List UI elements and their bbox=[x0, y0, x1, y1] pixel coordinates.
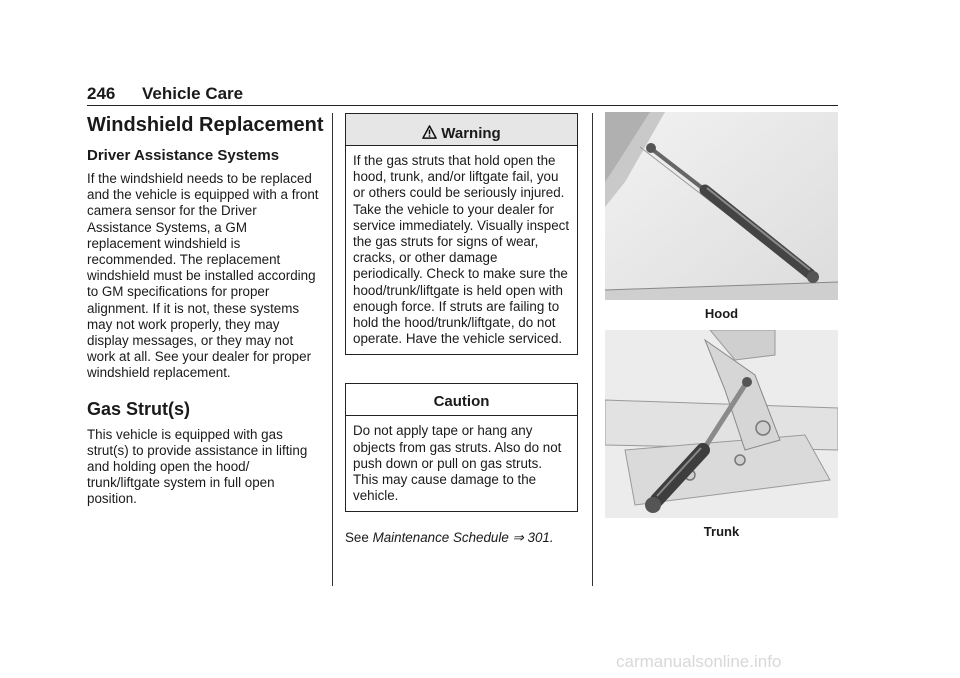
warning-body: If the gas struts that hold open the hood, trunk, and/or liftgate fail, you or others could be seriously injured. Take the vehicle to your dealer for service immediately. Visually inspect the gas struts for signs of wear, cracks, or other damage periodically. Check to make sure the hood/trunk/liftgate is held open with enough force. If struts are failing to hold the hood/trunk/liftgate, do not operate. Have the vehicle serviced. bbox=[353, 153, 570, 347]
maintenance-schedule-link[interactable]: Maintenance Schedule bbox=[372, 530, 509, 546]
trunk-strut-illustration bbox=[605, 330, 838, 518]
page-header bbox=[87, 84, 243, 104]
left-column bbox=[87, 113, 324, 508]
middle-column bbox=[345, 113, 578, 546]
header-rule bbox=[87, 105, 838, 106]
caution-body: Do not apply tape or hang any objects from gas struts. Also do not push down or pull on gas struts. This may cause damage to the vehicle. bbox=[353, 423, 562, 504]
warning-triangle-icon bbox=[422, 116, 437, 156]
driver-assistance-heading: Driver Assistance Systems bbox=[87, 147, 280, 164]
caution-box bbox=[345, 383, 578, 512]
see-prefix: See bbox=[345, 530, 369, 546]
column-divider-left bbox=[332, 113, 333, 586]
page-ref: 301. bbox=[527, 530, 554, 546]
right-column bbox=[605, 112, 838, 539]
caution-title: Caution bbox=[346, 384, 577, 416]
hood-caption: Hood bbox=[704, 306, 739, 321]
hood-strut-illustration bbox=[605, 112, 838, 300]
warning-header bbox=[346, 114, 577, 146]
see-also-line bbox=[345, 530, 578, 546]
warning-title: Warning bbox=[441, 125, 501, 142]
trunk-caption: Trunk bbox=[703, 524, 740, 539]
column-divider-right bbox=[592, 113, 593, 586]
gas-strut-body: This vehicle is equipped with gas strut(s) to provide assistance in lifting and holding open the hood/ trunk/liftgate system in full open position. bbox=[87, 426, 308, 507]
windshield-body: If the windshield needs to be replaced and the vehicle is equipped with a front camera sensor for the Driver Assistance Systems, a GM replacement windshield is recommended. The replacement windshield must be installed according to GM specifications for proper alignment. If it is not, these systems may not work properly, they may display messages, or they may not work at all. See your dealer for proper windshield replacement. bbox=[87, 171, 319, 381]
section-title: Vehicle Care bbox=[142, 84, 244, 103]
page-number: 246 bbox=[87, 84, 116, 103]
gas-strut-heading: Gas Strut(s) bbox=[87, 398, 191, 419]
watermark: carmanualsonline.info bbox=[616, 652, 782, 671]
page-ref-arrow-icon: ⇒ bbox=[512, 530, 524, 546]
warning-box bbox=[345, 113, 578, 355]
windshield-heading: Windshield Replacement bbox=[87, 114, 324, 136]
